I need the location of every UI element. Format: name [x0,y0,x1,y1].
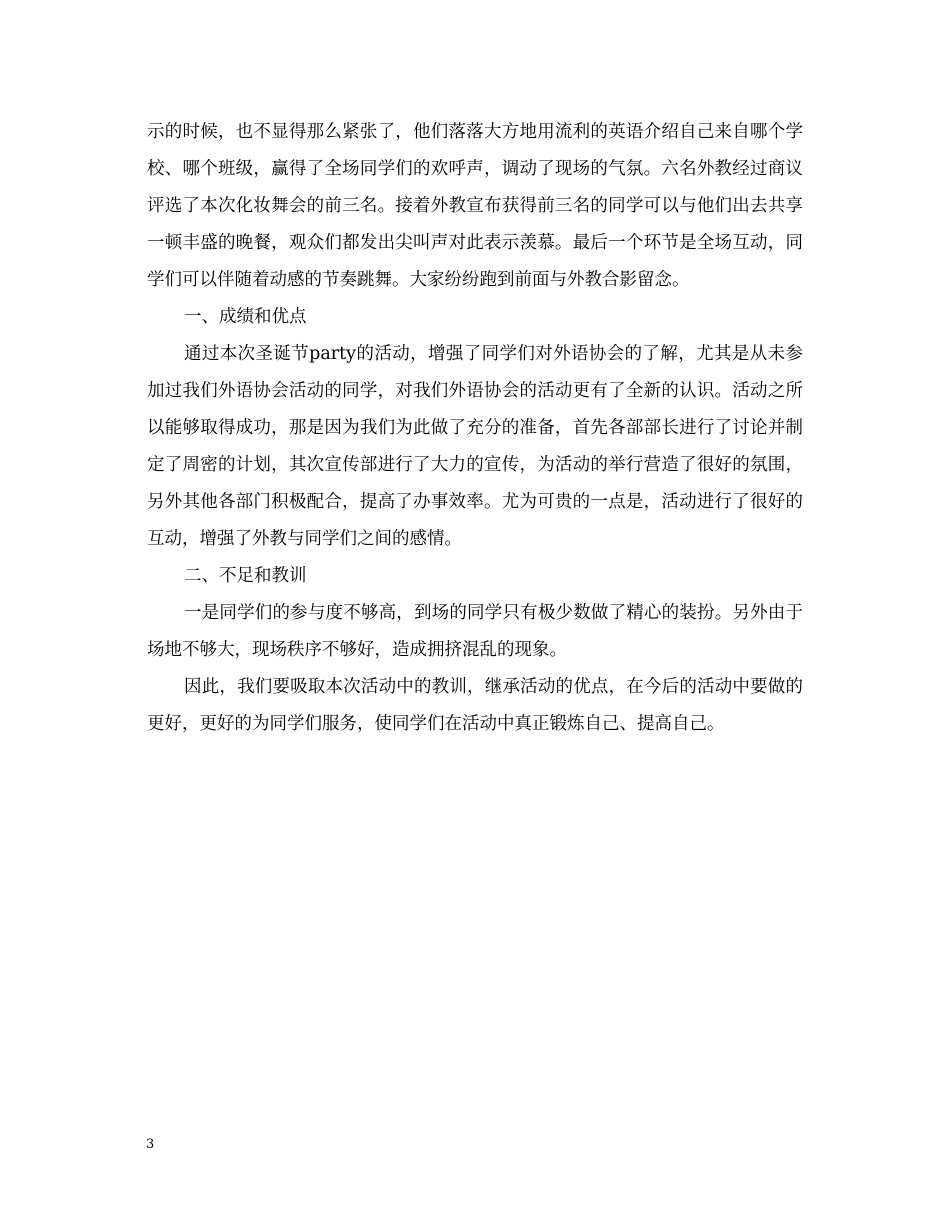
paragraph-conclusion: 因此，我们要吸取本次活动中的教训，继承活动的优点，在今后的活动中要做的更好，更好的为同学们服务，使同学们在活动中真正锻炼自己、提高自己。 [147,677,803,734]
paragraph-activity-recap: 示的时候，也不显得那么紧张了，他们落落大方地用流利的英语介绍自己来自哪个学校、哪个班级，赢得了全场同学们的欢呼声，调动了现场的气氛。六名外教经过商议评选了本次化妆舞会的前三名。接着外教宣布获得前三名的同学可以与他们出去共享一顿丰盛的晚餐，观众们都发出尖叫声对此表示羡慕。最后一个环节是全场互动，同学们可以伴随着动感的节奏跳舞。大家纷纷跑到前面与外教合影留念。 [147,122,803,290]
paragraph-achievements: 通过本次圣诞节party的活动，增强了同学们对外语协会的了解，尤其是从未参加过我们外语协会活动的同学，对我们外语协会的活动更有了全新的认识。活动之所以能够取得成功，那是因为我们为此做了充分的准备，首先各部部长进行了讨论并制定了周密的计划，其次宣传部进行了大力的宣传，为活动的举行营造了很好的氛围，另外其他各部门积极配合，提高了办事效率。尤为可贵的一点是，活动进行了很好的互动，增强了外教与同学们之间的感情。 [147,344,803,549]
document-body [147,114,803,743]
section-heading-shortcomings: 二、不足和教训 [184,566,307,586]
paragraph-shortcomings: 一是同学们的参与度不够高，到场的同学只有极少数做了精心的装扮。另外由于场地不够大，现场秩序不够好，造成拥挤混乱的现象。 [147,603,803,660]
section-heading-achievements: 一、成绩和优点 [184,307,307,327]
page-number: 3 [146,1137,155,1152]
